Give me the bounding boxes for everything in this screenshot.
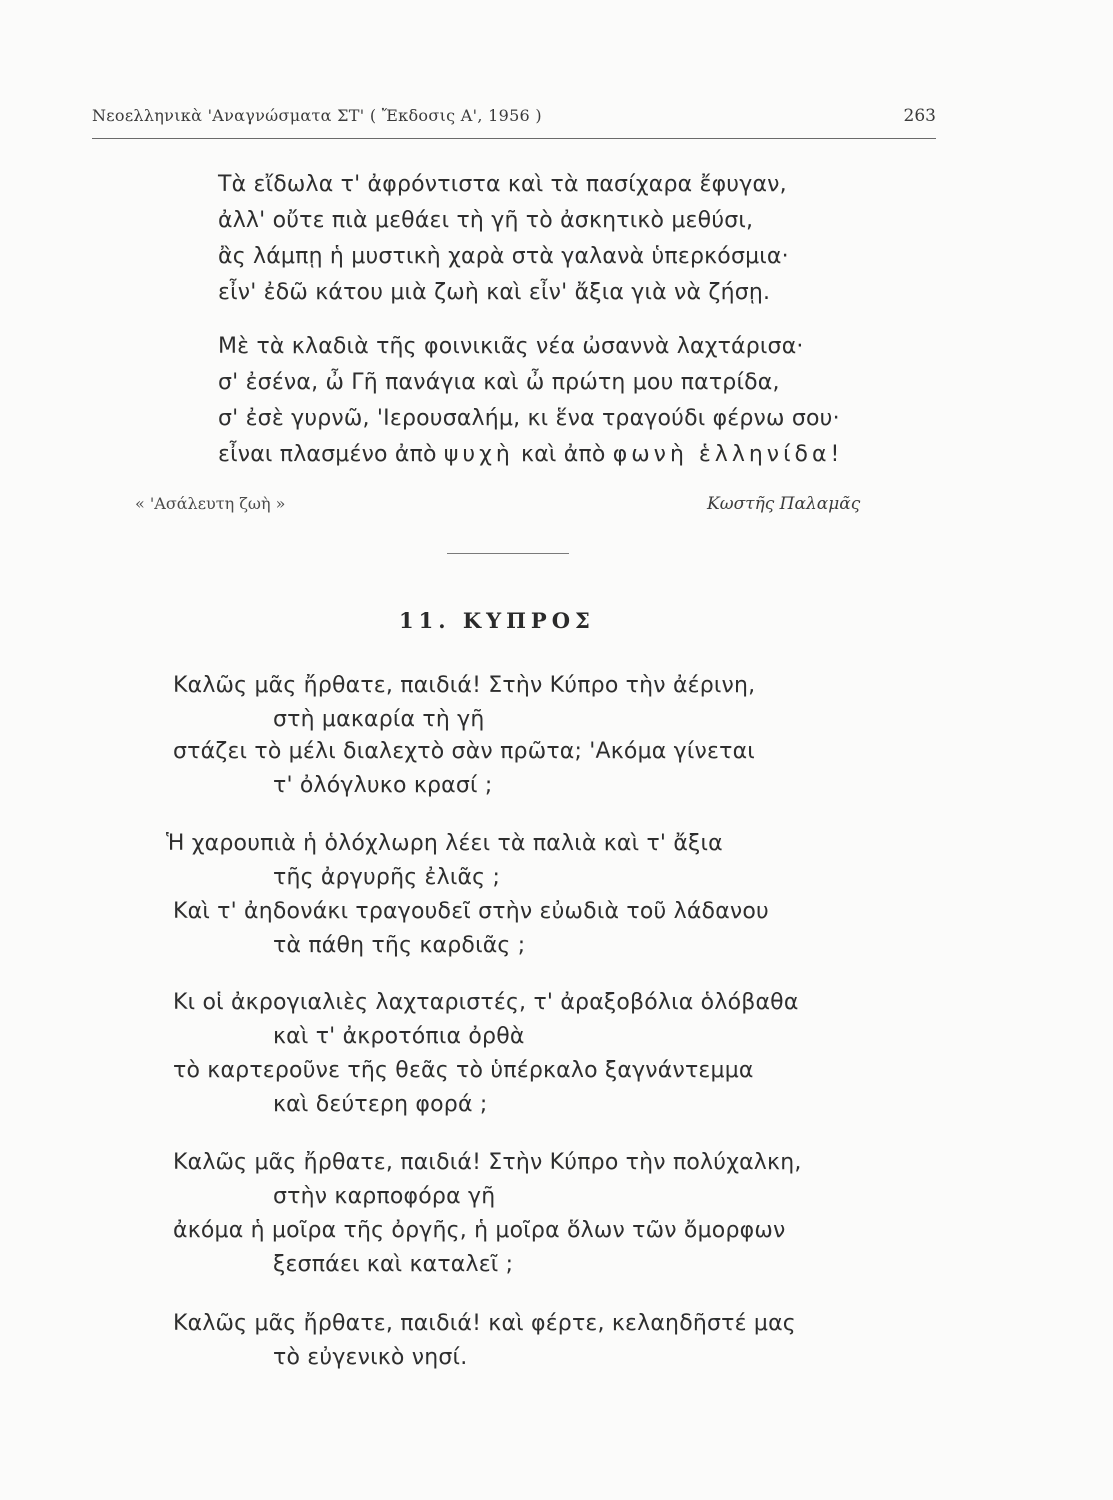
- header-rule: [92, 138, 936, 139]
- poem2-line-8: τὰ πάθη τῆς καρδιᾶς ;: [273, 933, 526, 958]
- poem1-source: « 'Ασάλευτη ζωὴ »: [135, 494, 286, 513]
- poem2-line-13: Καλῶς μᾶς ἤρθατε, παιδιά! Στὴν Κύπρο τὴν πολύχαλκη,: [173, 1150, 802, 1175]
- poem1-line-3: ἂς λάμπῃ ἡ μυστικὴ χαρὰ στὰ γαλανὰ ὑπερκόσμια·: [218, 244, 789, 269]
- section-number: 11.: [399, 608, 451, 633]
- poem2-line-12: καὶ δεύτερη φορά ;: [273, 1092, 488, 1117]
- poem2-line-6: τῆς ἀργυρῆς ἐλιᾶς ;: [273, 865, 501, 890]
- poem1-line-7: σ' ἐσὲ γυρνῶ, 'Ιερουσαλήμ, κι ἕνα τραγούδι φέρνω σου·: [218, 406, 840, 431]
- poem1-line-2: ἀλλ' οὔτε πιὰ μεθάει τὴ γῆ τὸ ἀσκητικὸ μεθύσι,: [218, 208, 754, 233]
- section-heading: [399, 608, 595, 633]
- poem2-line-2: στὴ μακαρία τὴ γῆ: [273, 707, 485, 732]
- section-divider: [447, 553, 569, 554]
- poem1-author: Κωστῆς Παλαμᾶς: [707, 494, 861, 514]
- poem2-line-5: Ἡ χαρουπιὰ ἡ ὁλόχλωρη λέει τὰ παλιὰ καὶ τ' ἄξια: [166, 831, 723, 856]
- poem1-line-5: Μὲ τὰ κλαδιὰ τῆς φοινικιᾶς νέα ὠσαννὰ λαχτάρισα·: [218, 334, 804, 359]
- poem2-line-7: Καὶ τ' ἀηδονάκι τραγουδεῖ στὴν εὐωδιὰ τοῦ λάδανου: [173, 899, 769, 924]
- poem2-line-4: τ' ὀλόγλυκο κρασί ;: [273, 773, 493, 798]
- poem1-line-4: εἶν' ἐδῶ κάτου μιὰ ζωὴ καὶ εἶν' ἄξια γιὰ νὰ ζήσῃ.: [218, 280, 771, 305]
- last-line-part1: εἶναι πλασμένο ἀπὸ: [218, 442, 437, 467]
- last-line-end: !: [830, 442, 840, 467]
- last-line-spaced-foni: φωνὴ ἑλληνίδα: [612, 442, 831, 467]
- poem2-line-18: τὸ εὐγενικὸ νησί.: [273, 1345, 468, 1370]
- poem1-line-1: Τὰ εἴδωλα τ' ἀφρόντιστα καὶ τὰ πασίχαρα ἔφυγαν,: [218, 172, 787, 197]
- poem2-line-17: Καλῶς μᾶς ἤρθατε, παιδιά! καὶ φέρτε, κελαηδῆστέ μας: [173, 1311, 796, 1336]
- page-number: 263: [903, 106, 936, 126]
- section-title: ΚΥΠΡΟΣ: [462, 608, 595, 633]
- poem2-line-10: καὶ τ' ἀκροτόπια ὀρθὰ: [273, 1024, 525, 1049]
- running-title: Νεοελληνικὰ 'Αναγνώσματα ΣΤ' ( Ἔκδοσις Α', 1956 ): [92, 106, 542, 125]
- running-header: [92, 106, 936, 132]
- poem2-line-14: στὴν καρποφόρα γῆ: [273, 1184, 496, 1209]
- poem2-line-15: ἀκόμα ἡ μοῖρα τῆς ὀργῆς, ἡ μοῖρα ὅλων τῶν ὄμορφων: [173, 1218, 786, 1243]
- poem2-line-1: Καλῶς μᾶς ἤρθατε, παιδιά! Στὴν Κύπρο τὴν ἀέρινη,: [173, 673, 756, 698]
- poem2-line-16: ξεσπάει καὶ καταλεῖ ;: [273, 1252, 514, 1277]
- last-line-part2: καὶ ἀπὸ: [521, 442, 606, 467]
- poem2-line-9: Κι οἱ ἀκρογιαλιὲς λαχταριστές, τ' ἀραξοβόλια ὁλόβαθα: [173, 990, 799, 1015]
- poem2-line-3: στάζει τὸ μέλι διαλεχτὸ σὰν πρῶτα; 'Ακόμα γίνεται: [173, 739, 755, 764]
- last-line-spaced-psyche: ψυχὴ: [443, 442, 514, 467]
- poem2-line-11: τὸ καρτεροῦνε τῆς θεᾶς τὸ ὑπέρκαλο ξαγνάντεμμα: [173, 1058, 754, 1083]
- poem1-line-6: σ' ἐσένα, ὦ Γῆ πανάγια καὶ ὦ πρώτη μου πατρίδα,: [218, 370, 780, 395]
- poem1-line-8: [218, 442, 840, 467]
